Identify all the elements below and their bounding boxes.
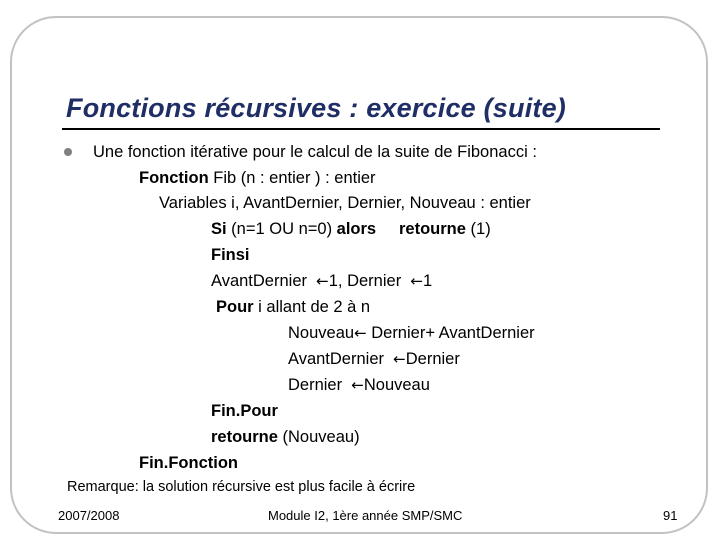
footer-page-number: 91 bbox=[663, 508, 678, 523]
code-line-11-rest: (Nouveau) bbox=[277, 428, 360, 446]
code-line-5-c: 1 bbox=[422, 272, 433, 290]
footer-module: Module I2, 1ère année SMP/SMC bbox=[268, 508, 463, 523]
code-line-6 bbox=[216, 297, 370, 317]
code-line-2: Variables i, AvantDernier, Dernier, Nouveau : entier bbox=[159, 194, 531, 212]
code-line-10: Fin.Pour bbox=[211, 402, 278, 420]
assign-arrow-icon: ← bbox=[354, 324, 367, 342]
code-line-4: Finsi bbox=[211, 246, 250, 264]
code-line-3-gap bbox=[376, 220, 399, 238]
code-line-1 bbox=[139, 168, 376, 188]
code-line-7-b: Dernier+ AvantDernier bbox=[366, 324, 535, 342]
keyword-pour: Pour bbox=[216, 298, 254, 316]
title-underline bbox=[62, 128, 660, 130]
assign-arrow-icon: ← bbox=[316, 272, 329, 290]
keyword-retourne: retourne bbox=[399, 220, 466, 238]
keyword-retourne: retourne bbox=[211, 428, 278, 446]
code-line-7-a: Nouveau bbox=[288, 324, 355, 342]
code-line-3 bbox=[211, 219, 491, 239]
code-line-5-b: 1, Dernier bbox=[328, 272, 411, 290]
assign-arrow-icon: ← bbox=[351, 376, 364, 394]
code-line-3-end: (1) bbox=[465, 220, 491, 238]
keyword-fonction: Fonction bbox=[139, 169, 209, 187]
code-line-9-a: Dernier bbox=[288, 376, 352, 394]
code-line-11 bbox=[211, 427, 360, 447]
code-line-9 bbox=[288, 375, 430, 395]
code-line-8-b: Dernier bbox=[405, 350, 460, 368]
code-line-9-b: Nouveau bbox=[363, 376, 430, 394]
keyword-si: Si bbox=[211, 220, 227, 238]
intro-text: Une fonction itérative pour le calcul de la suite de Fibonacci : bbox=[93, 143, 537, 161]
assign-arrow-icon: ← bbox=[410, 272, 423, 290]
keyword-alors: alors bbox=[336, 220, 377, 238]
code-line-5 bbox=[211, 271, 432, 291]
code-line-8-a: AvantDernier bbox=[288, 350, 394, 368]
footer-date: 2007/2008 bbox=[58, 508, 120, 523]
code-line-7 bbox=[288, 323, 535, 343]
code-line-6-rest: i allant de 2 à n bbox=[253, 298, 371, 316]
code-line-1-rest: Fib (n : entier ) : entier bbox=[208, 169, 376, 187]
code-line-5-a: AvantDernier bbox=[211, 272, 317, 290]
code-line-12: Fin.Fonction bbox=[139, 454, 238, 472]
slide-title: Fonctions récursives : exercice (suite) bbox=[66, 93, 566, 123]
assign-arrow-icon: ← bbox=[393, 350, 406, 368]
remark-text: Remarque: la solution récursive est plus facile à écrire bbox=[67, 479, 416, 495]
code-line-3-condition: (n=1 OU n=0) bbox=[226, 220, 337, 238]
code-line-8 bbox=[288, 349, 460, 369]
bullet-icon bbox=[64, 148, 72, 156]
